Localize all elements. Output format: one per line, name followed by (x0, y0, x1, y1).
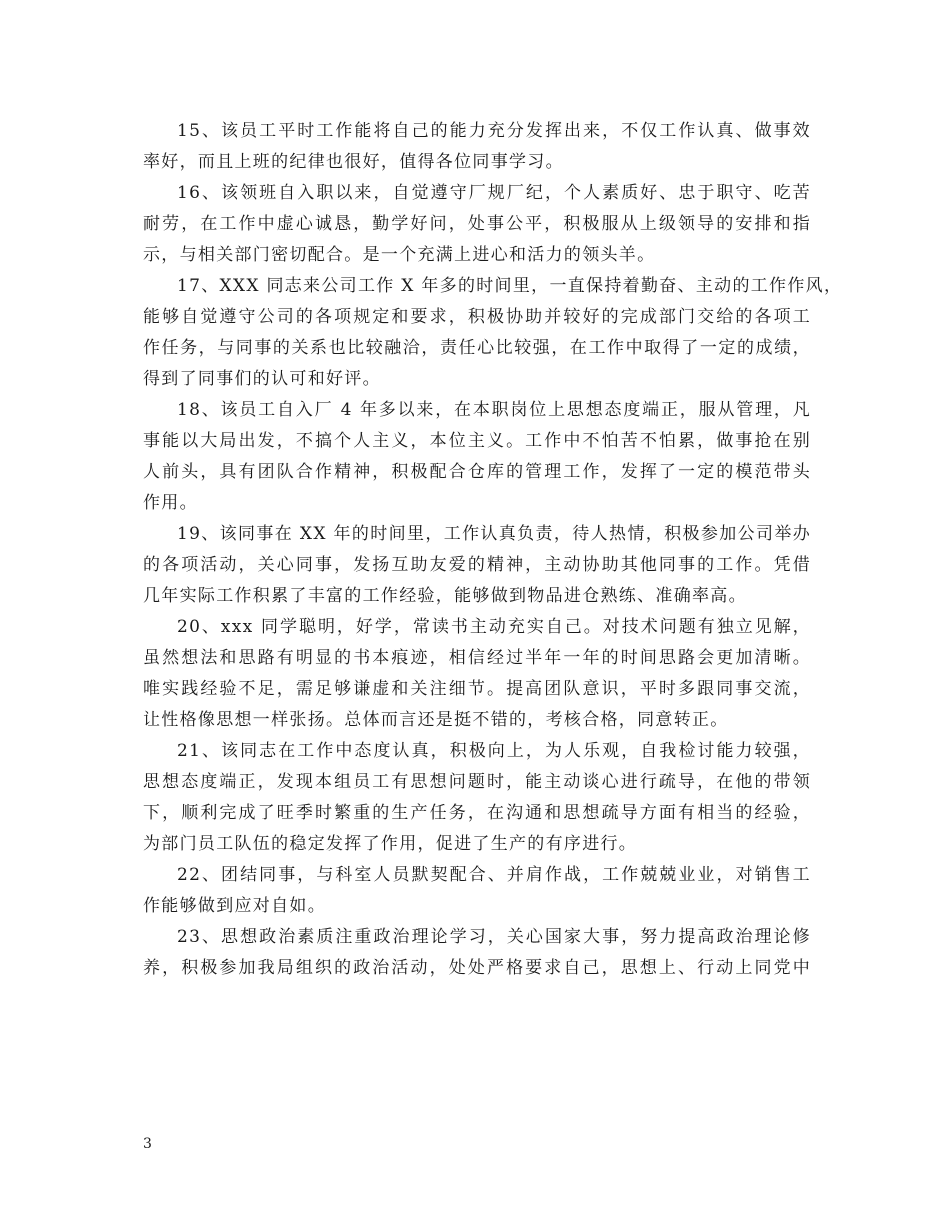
paragraph-line: 唯实践经验不足，需足够谦虚和关注细节。提高团队意识，平时多跟同事交流， (143, 679, 811, 699)
paragraph-21 (143, 736, 811, 860)
paragraph-line: 作用。 (143, 493, 198, 513)
document-body (143, 116, 843, 984)
paragraph-line: 23、思想政治素质注重政治理论学习，关心国家大事，努力提高政治理论修 (177, 927, 811, 947)
paragraph-line: 20、xxx 同学聪明，好学，常读书主动充实自己。对技术问题有独立见解， (177, 617, 811, 637)
paragraph-line: 作能够做到应对自如。 (143, 896, 326, 916)
paragraph-line: 率好，而且上班的纪律也很好，值得各位同事学习。 (143, 152, 564, 172)
paragraph-line: 让性格像思想一样张扬。总体而言还是挺不错的，考核合格，同意转正。 (143, 710, 729, 730)
paragraph-line: 22、团结同事，与科室人员默契配合、并肩作战，工作兢兢业业，对销售工 (177, 865, 811, 885)
paragraph-18 (143, 395, 811, 519)
paragraph-16 (143, 178, 811, 271)
paragraph-line: 18、该员工自入厂 4 年多以来，在本职岗位上思想态度端正，服从管理，凡 (177, 400, 811, 420)
paragraph-line: 思想态度端正，发现本组员工有思想问题时，能主动谈心进行疏导，在他的带领 (143, 772, 811, 792)
paragraph-line: 下，顺利完成了旺季时繁重的生产任务，在沟通和思想疏导方面有相当的经验， (143, 803, 811, 823)
paragraph-line: 养，积极参加我局组织的政治活动，处处严格要求自己，思想上、行动上同党中 (143, 958, 811, 978)
paragraph-line: 15、该员工平时工作能将自己的能力充分发挥出来，不仅工作认真、做事效 (177, 121, 811, 141)
paragraph-15 (143, 116, 811, 178)
paragraph-23 (143, 922, 811, 984)
paragraph-line: 能够自觉遵守公司的各项规定和要求，积极协助并较好的完成部门交给的各项工 (143, 307, 811, 327)
paragraph-line: 人前头，具有团队合作精神，积极配合仓库的管理工作，发挥了一定的模范带头 (143, 462, 811, 482)
paragraph-20 (143, 612, 811, 736)
paragraph-line: 为部门员工队伍的稳定发挥了作用，促进了生产的有序进行。 (143, 834, 638, 854)
paragraph-line: 得到了同事们的认可和好评。 (143, 369, 381, 389)
paragraph-22 (143, 860, 811, 922)
paragraph-line: 示，与相关部门密切配合。是一个充满上进心和活力的领头羊。 (143, 245, 656, 265)
paragraph-line: 的各项活动，关心同事，发扬互助友爱的精神，主动协助其他同事的工作。凭借 (143, 555, 811, 575)
paragraph-line: 虽然想法和思路有明显的书本痕迹，相信经过半年一年的时间思路会更加清晰。 (143, 648, 811, 668)
paragraph-17 (143, 271, 843, 395)
paragraph-line: 19、该同事在 XX 年的时间里，工作认真负责，待人热情，积极参加公司举办 (177, 524, 811, 544)
paragraph-line: 21、该同志在工作中态度认真，积极向上，为人乐观，自我检讨能力较强， (177, 741, 811, 761)
paragraph-line: 17、XXX 同志来公司工作 X 年多的时间里，一直保持着勤奋、主动的工作作风， (177, 276, 843, 296)
paragraph-line: 事能以大局出发，不搞个人主义，本位主义。工作中不怕苦不怕累，做事抢在别 (143, 431, 811, 451)
paragraph-line: 耐劳，在工作中虚心诚恳，勤学好问，处事公平，积极服从上级领导的安排和指 (143, 214, 811, 234)
paragraph-line: 作任务，与同事的关系也比较融洽，责任心比较强，在工作中取得了一定的成绩， (143, 338, 811, 358)
paragraph-line: 16、该领班自入职以来，自觉遵守厂规厂纪，个人素质好、忠于职守、吃苦 (177, 183, 811, 203)
paragraph-line: 几年实际工作积累了丰富的工作经验，能够做到物品进仓熟练、准确率高。 (143, 586, 747, 606)
page-number: 3 (143, 1136, 152, 1152)
paragraph-19 (143, 519, 811, 612)
